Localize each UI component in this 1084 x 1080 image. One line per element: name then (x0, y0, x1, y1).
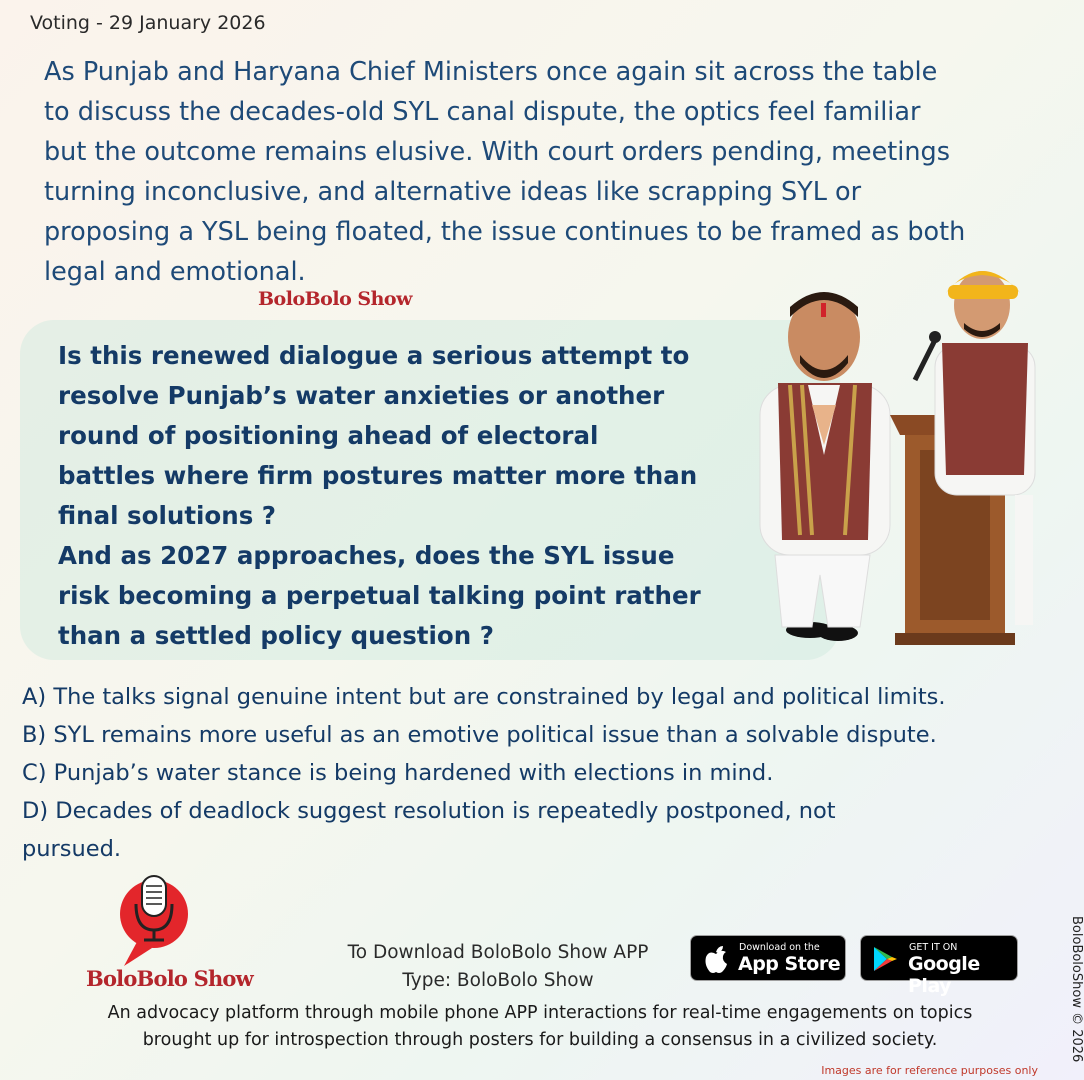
option-letter: D) (22, 798, 49, 824)
option-text: Decades of deadlock suggest resolution is repeatedly postponed, not pursued. (22, 798, 836, 862)
footer-tagline: An advocacy platform through mobile phone APP interactions for real-time engagements on topics brought up for introspection through posters for building a consensus in a civilized society. (107, 1003, 973, 1050)
answer-options (22, 678, 1072, 868)
option-letter: C) (22, 760, 47, 786)
question-paragraph-2: And as 2027 approaches, does the SYL issue risk becoming a perpetual talking point rather than a settled policy question ? (58, 541, 701, 650)
option-text: The talks signal genuine intent but are constrained by legal and political limits. (53, 684, 946, 710)
app-store-button[interactable] (690, 935, 846, 981)
image-disclaimer: Images are for reference purposes only (821, 1064, 1038, 1077)
download-line-1: To Download BoloBolo Show APP (347, 942, 649, 963)
option-letter: B) (22, 722, 47, 748)
google-play-small-text: GET IT ON (909, 942, 958, 953)
intro-paragraph: As Punjab and Haryana Chief Ministers once again sit across the table to discuss the decades-old SYL canal dispute, the optics feel familiar but the outcome remains elusive. With court orders pending, meetings turning inconclusive, and alternative ideas like scrapping SYL or proposing a YSL being floated, the issue continues to be framed as both legal and emotional. (44, 57, 966, 287)
apple-icon (703, 944, 729, 974)
download-instructions (330, 939, 666, 995)
brand-watermark: BoloBolo Show (258, 288, 412, 310)
chief-ministers-illustration (720, 255, 1060, 665)
app-store-small-text: Download on the (739, 942, 820, 953)
option-a[interactable] (22, 678, 1072, 716)
option-c[interactable] (22, 754, 1072, 792)
microphone-icon (118, 870, 190, 970)
app-store-big-text: App Store (738, 953, 841, 975)
option-b[interactable] (22, 716, 1072, 754)
play-icon (871, 945, 899, 973)
question-paragraph-1: Is this renewed dialogue a serious attempt to resolve Punjab’s water anxieties or another round of positioning ahead of electoral battles where firm postures matter more than final solutions ? (58, 341, 698, 530)
logo-wordmark: BoloBolo Show (86, 966, 253, 991)
copyright-credit: BoloBoloShow © 2026 (1069, 916, 1084, 1063)
download-line-2: Type: BoloBolo Show (402, 970, 594, 991)
google-play-big-text: Google Play (908, 953, 980, 997)
option-text: SYL remains more useful as an emotive political issue than a solvable dispute. (53, 722, 937, 748)
option-d[interactable] (22, 792, 1072, 868)
option-letter: A) (22, 684, 47, 710)
option-text: Punjab’s water stance is being hardened with elections in mind. (53, 760, 774, 786)
google-play-button[interactable] (860, 935, 1018, 997)
question-block (58, 336, 738, 656)
person-left-figure (760, 292, 890, 641)
date-label: Voting - 29 January 2026 (30, 12, 266, 34)
